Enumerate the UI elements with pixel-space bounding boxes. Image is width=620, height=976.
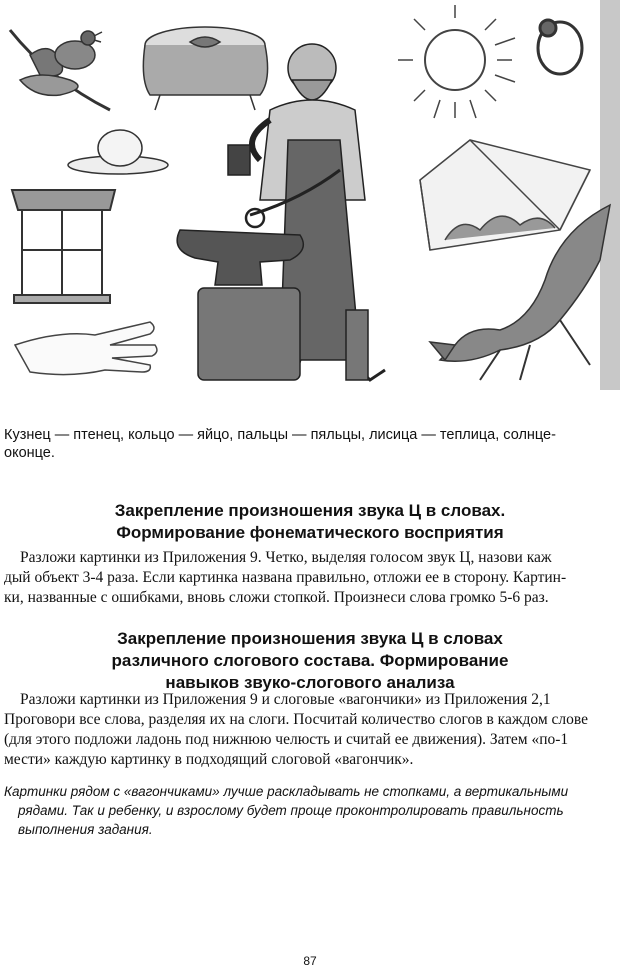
paragraph-line: Разложи картинки из Приложения 9 и слоговые «вагончики» из Приложения 2,1 <box>20 691 551 708</box>
paragraph-line: Проговори все слова, разделяя их на слоги. Посчитай количество слогов в каждом слове <box>4 711 589 728</box>
heading-line: навыков звуко-слогового анализа <box>165 673 455 692</box>
section-paragraph-2 <box>4 690 616 770</box>
hand-icon <box>15 322 157 375</box>
page-number: 87 <box>303 954 317 968</box>
table-icon <box>143 27 267 110</box>
caption-line: Кузнец — птенец, кольцо — яйцо, пальцы — пяльцы, лисица — теплица, солнце- <box>4 427 556 443</box>
anvil-icon <box>177 230 303 380</box>
paragraph-line: дый объект 3-4 раза. Если картинка названа правильно, отложи ее в сторону. Картин- <box>4 569 567 586</box>
scan-shadow <box>600 0 620 390</box>
italic-note <box>4 782 616 839</box>
note-line: Картинки рядом с «вагончиками» лучше раскладывать не стопками, а вертикальными <box>4 784 569 799</box>
section-heading-1 <box>0 500 620 544</box>
bird-on-branch-icon <box>10 30 110 110</box>
note-line: выполнения задания. <box>18 822 153 837</box>
section-paragraph-1 <box>4 548 616 608</box>
note-line: рядами. Так и ребенку, и взрослому будет проще проконтролировать правильность <box>18 803 564 818</box>
sun-icon <box>398 5 515 118</box>
heading-line: Формирование фонематического восприятия <box>116 523 504 542</box>
greenhouse-icon <box>420 140 590 250</box>
section-heading-2 <box>0 628 620 694</box>
window-icon <box>12 190 115 303</box>
caption-line: оконце. <box>4 445 55 461</box>
heading-line: различного слогового состава. Формирование <box>111 651 509 670</box>
heading-line: Закрепление произношения звука Ц в словах <box>117 629 503 648</box>
illustration-caption <box>4 426 614 462</box>
paragraph-line: мести» каждую картинку в подходящий слоговой «вагончик». <box>4 751 414 768</box>
paragraph-line: (для этого подложи ладонь под нижнюю челюсть и считай ее движения). Затем «по-1 <box>4 731 569 748</box>
paragraph-line: ки, названные с ошибками, вновь сложи стопкой. Произнеси слова громко 5-6 раз. <box>4 589 549 606</box>
ring-icon <box>538 20 582 74</box>
illustration <box>0 0 620 400</box>
heading-line: Закрепление произношения звука Ц в словах. <box>114 501 506 520</box>
egg-on-plate-icon <box>68 130 168 174</box>
paragraph-line: Разложи картинки из Приложения 9. Четко, выделяя голосом звук Ц, назови каж <box>20 549 552 566</box>
